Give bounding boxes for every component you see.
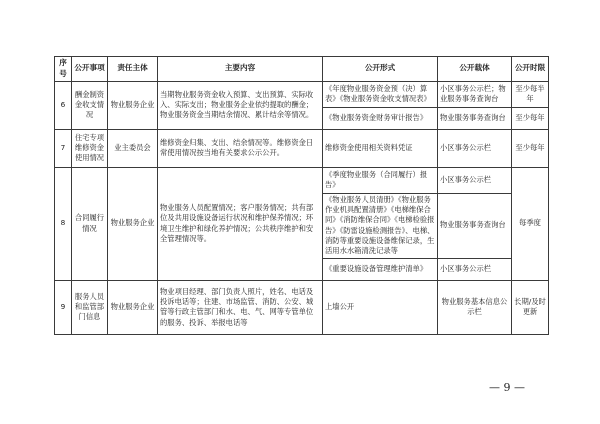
row-6-form-b: 《物业服务资金财务审计报告》	[323, 107, 438, 129]
row-6-carrier-a: 小区事务公示栏；物业服务事务查询台	[438, 81, 512, 107]
table-header-row	[55, 57, 549, 82]
row-8-form-b: 《物业服务人员清册》《物业服务作业机具配置清册》《电梯维保合同》《消防维保合同》《电梯检验报告》《防雷设施检测报告》、电梯、消防等重要设施设备维保记录，生活用水水箱清洗记录等	[323, 193, 438, 258]
table-row	[55, 129, 549, 167]
row-9-form: 上墙公开	[323, 280, 438, 334]
row-8-period: 每季度	[512, 167, 549, 280]
header-period: 公开时限	[512, 57, 549, 82]
row-6-no: 6	[55, 81, 72, 129]
header-content: 主要内容	[158, 57, 323, 82]
disclosure-table	[54, 56, 549, 335]
row-7-no: 7	[55, 129, 72, 167]
row-8-carrier-b: 物业服务事务查询台	[438, 193, 512, 258]
row-9-carrier: 物业服务基本信息公示栏	[438, 280, 512, 334]
row-8-carrier-a: 小区事务公示栏	[438, 167, 512, 193]
page-number: — 9 —	[489, 381, 525, 394]
row-9-no: 9	[55, 280, 72, 334]
row-6-period-a: 至少每半年	[512, 81, 549, 107]
row-8-item: 合同履行情况	[72, 167, 108, 280]
header-carrier: 公开载体	[438, 57, 512, 82]
row-6-content: 当期物业服务资金收入预算、支出预算、实际收入、实际支出；物业服务企业依约提取的酬金；物业服务资金当期结余情况、累计结余等情况。	[158, 81, 323, 129]
row-7-period: 至少每年	[512, 129, 549, 167]
row-8-no: 8	[55, 167, 72, 280]
row-9-item: 服务人员和监管部门信息	[72, 280, 108, 334]
header-form: 公开形式	[323, 57, 438, 82]
row-7-carrier: 小区事务公示栏	[438, 129, 512, 167]
row-9-subject: 物业服务企业	[108, 280, 158, 334]
row-7-form: 维修资金使用相关资料凭证	[323, 129, 438, 167]
row-8-carrier-c: 小区事务公示栏	[438, 258, 512, 280]
header-no: 序号	[55, 57, 72, 82]
row-6-item: 酬金制资金收支情况	[72, 81, 108, 129]
row-8-form-a: 《季度物业服务（合同履行）报告》	[323, 167, 438, 193]
row-7-subject: 业主委员会	[108, 129, 158, 167]
table-row	[55, 81, 549, 107]
table-row	[55, 167, 549, 193]
row-8-subject: 物业服务企业	[108, 167, 158, 280]
row-8-form-c: 《重要设施设备管理维护清单》	[323, 258, 438, 280]
row-6-form-a: 《年度物业服务资金预（决）算表》《物业服务资金收支情况表》	[323, 81, 438, 107]
row-9-period: 长期/及时更新	[512, 280, 549, 334]
row-6-carrier-b: 物业服务事务查询台	[438, 107, 512, 129]
row-6-period-b: 至少每年	[512, 107, 549, 129]
header-subject: 责任主体	[108, 57, 158, 82]
row-7-content: 维修资金归集、支出、结余情况等。维修资金日常使用情况按当地有关要求公示公开。	[158, 129, 323, 167]
row-6-subject: 物业服务企业	[108, 81, 158, 129]
row-9-content: 物业项目经理、部门负责人照片，姓名、电话及投诉电话等；住建、市场监管、消防、公安、城管等行政主管部门和水、电、气、网等专管单位的服务、投诉、举报电话等	[158, 280, 323, 334]
row-8-content: 物业服务人员配置情况；客户服务情况；共有部位及共用设施设备运行状况和维护保养情况；环境卫生维护和绿化养护情况；公共秩序维护和安全管理情况等。	[158, 167, 323, 280]
header-item: 公开事项	[72, 57, 108, 82]
row-7-item: 住宅专项维修资金使用情况	[72, 129, 108, 167]
table-row	[55, 280, 549, 334]
